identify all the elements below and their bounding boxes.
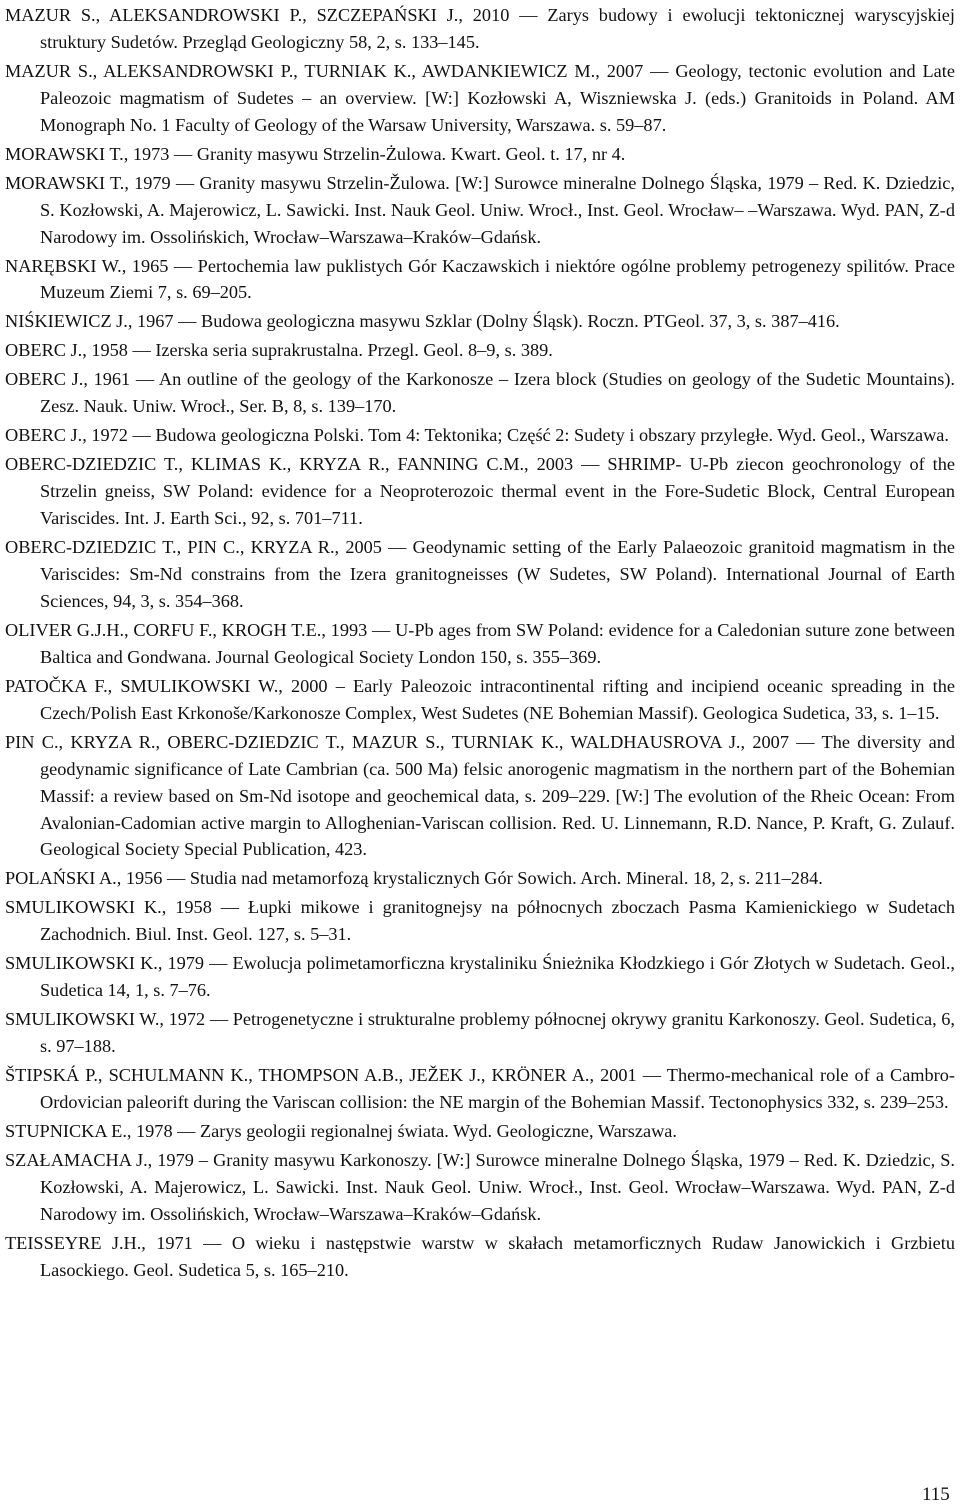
page-number: 115 — [922, 1484, 950, 1505]
reference-entry: MORAWSKI T., 1973 — Granity masywu Strzelin-Żulowa. Kwart. Geol. t. 17, nr 4. — [5, 143, 626, 164]
reference-entry: SZAŁAMACHA J., 1979 – Granity masywu Karkonoszy. [W:] Surowce mineralne Dolnego Śląska, 1979 – Red. K. Dziedzic, S. Kozłowski, A. Majerowicz, L. Sawicki. Inst. Nauk Geol. Uniw. Wrocł., Inst. Geol. Wrocław–Warszawa. Wyd. PAN, Z-d Narodowy im. Ossolińskich, Wrocław–Warszawa–Kraków–Gdańsk. — [5, 1150, 955, 1224]
reference-entry: MAZUR S., ALEKSANDROWSKI P., SZCZEPAŃSKI J., 2010 — Zarys budowy i ewolucji tektonicznej waryscyjskiej struktury Sudetów. Przegląd Geologiczny 58, 2, s. 133–145. — [5, 5, 955, 52]
reference-entry: SMULIKOWSKI K., 1979 — Ewolucja polimetamorficzna krystaliniku Śnieżnika Kłodzkiego i Gór Złotych w Sudetach. Geol., Sudetica 14, 1, s. 7–76. — [5, 953, 955, 1001]
reference-list — [5, 2, 955, 1284]
reference-entry: OBERC J., 1961 — An outline of the geology of the Karkonosze – Izera block (Studies on geology of the Sudetic Mountains). Zesz. Nauk. Uniw. Wrocł., Ser. B, 8, s. 139–170. — [5, 369, 955, 417]
reference-entry: PIN C., KRYZA R., OBERC-DZIEDZIC T., MAZUR S., TURNIAK K., WALDHAUSROVA J., 2007 — The diversity and geodynamic significance of Late Cambrian (ca. 500 Ma) felsic anorogenic magmatism in the northern part of the Bohemian Massif: a review based on Sm-Nd isotope and geochemical data, s. 209–229. [W:] The evolution of the Rheic Ocean: From Avalonian-Cadomian active margin to Alloghenian-Variscan collision. Red. U. Linnemann, R.D. Nance, P. Kraft, G. Zulauf. Geological Society Special Publication, 423. — [5, 731, 955, 860]
reference-entry: MORAWSKI T., 1979 — Granity masywu Strzelin-Žulowa. [W:] Surowce mineralne Dolnego Śląska, 1979 – Red. K. Dziedzic, S. Kozłowski, A. Majerowicz, L. Sawicki. Inst. Nauk Geol. Uniw. Wrocł., Inst. Geol. Wrocław– –Warszawa. Wyd. PAN, Z-d Narodowy im. Ossolińskich, Wrocław–Warszawa–Kraków–Gdańsk. — [5, 172, 955, 247]
reference-entry: POLAŃSKI A., 1956 — Studia nad metamorfozą krystalicznych Gór Sowich. Arch. Mineral. 18, 2, s. 211–284. — [5, 868, 823, 889]
reference-entry: OBERC-DZIEDZIC T., PIN C., KRYZA R., 2005 — Geodynamic setting of the Early Palaeozoic granitoid magmatism in the Variscides: Sm-Nd constrains from the Izera granitogneisses (W Sudetes, SW Poland). International Journal of Earth Sciences, 94, 3, s. 354–368. — [5, 537, 955, 611]
reference-entry: SMULIKOWSKI K., 1958 — Łupki mikowe i granitognejsy na północnych zboczach Pasma Kamienickiego w Sudetach Zachodnich. Biul. Inst. Geol. 127, s. 5–31. — [5, 897, 955, 945]
reference-entry: PATOČKA F., SMULIKOWSKI W., 2000 – Early Paleozoic intracontinental rifting and incipiend oceanic spreading in the Czech/Polish East Krkonoše/Karkonosze Complex, West Sudetes (NE Bohemian Massif). Geologica Sudetica, 33, s. 1–15. — [5, 675, 955, 723]
reference-entry: STUPNICKA E., 1978 — Zarys geologii regionalnej świata. Wyd. Geologiczne, Warszawa. — [5, 1121, 677, 1142]
reference-entry: OBERC J., 1972 — Budowa geologiczna Polski. Tom 4: Tektonika; Część 2: Sudety i obszary przyległe. Wyd. Geol., Warszawa. — [5, 425, 949, 446]
reference-entry: NIŚKIEWICZ J., 1967 — Budowa geologiczna masywu Szklar (Dolny Śląsk). Roczn. PTGeol. 37, 3, s. 387–416. — [5, 311, 840, 332]
reference-entry: OLIVER G.J.H., CORFU F., KROGH T.E., 1993 — U-Pb ages from SW Poland: evidence for a Caledonian suture zone between Baltica and Gondwana. Journal Geological Society London 150, s. 355–369. — [5, 619, 955, 667]
reference-entry: OBERC J., 1958 — Izerska seria suprakrustalna. Przegl. Geol. 8–9, s. 389. — [5, 340, 553, 361]
reference-entry: MAZUR S., ALEKSANDROWSKI P., TURNIAK K., AWDANKIEWICZ M., 2007 — Geology, tectonic evolution and Late Paleozoic magmatism of Sudetes – an overview. [W:] Kozłowski A, Wiszniewska J. (eds.) Granitoids in Poland. AM Monograph No. 1 Faculty of Geology of the Warsaw University, Warszawa. s. 59–87. — [5, 60, 955, 135]
reference-entry: NARĘBSKI W., 1965 — Pertochemia law puklistych Gór Kaczawskich i niektóre ogólne problemy petrogenezy spilitów. Prace Muzeum Ziemi 7, s. 69–205. — [5, 255, 955, 303]
reference-entry: ŠTIPSKÁ P., SCHULMANN K., THOMPSON A.B., JEŽEK J., KRÖNER A., 2001 — Thermo-mechanical role of a Cambro-Ordovician paleorift during the Variscan collision: the NE margin of the Bohemian Massif. Tectonophysics 332, s. 239–253. — [5, 1065, 955, 1113]
reference-entry: TEISSEYRE J.H., 1971 — O wieku i następstwie warstw w skałach metamorficznych Rudaw Janowickich i Grzbietu Lasockiego. Geol. Sudetica 5, s. 165–210. — [5, 1232, 955, 1280]
reference-entry: SMULIKOWSKI W., 1972 — Petrogenetyczne i strukturalne problemy północnej okrywy granitu Karkonoszy. Geol. Sudetica, 6, s. 97–188. — [5, 1009, 955, 1057]
reference-entry: OBERC-DZIEDZIC T., KLIMAS K., KRYZA R., FANNING C.M., 2003 — SHRIMP- U-Pb ziecon geochronology of the Strzelin gneiss, SW Poland: evidence for a Neoproterozoic thermal event in the Fore-Sudetic Block, Central European Variscides. Int. J. Earth Sci., 92, s. 701–711. — [5, 454, 955, 529]
references-page — [5, 2, 955, 1286]
